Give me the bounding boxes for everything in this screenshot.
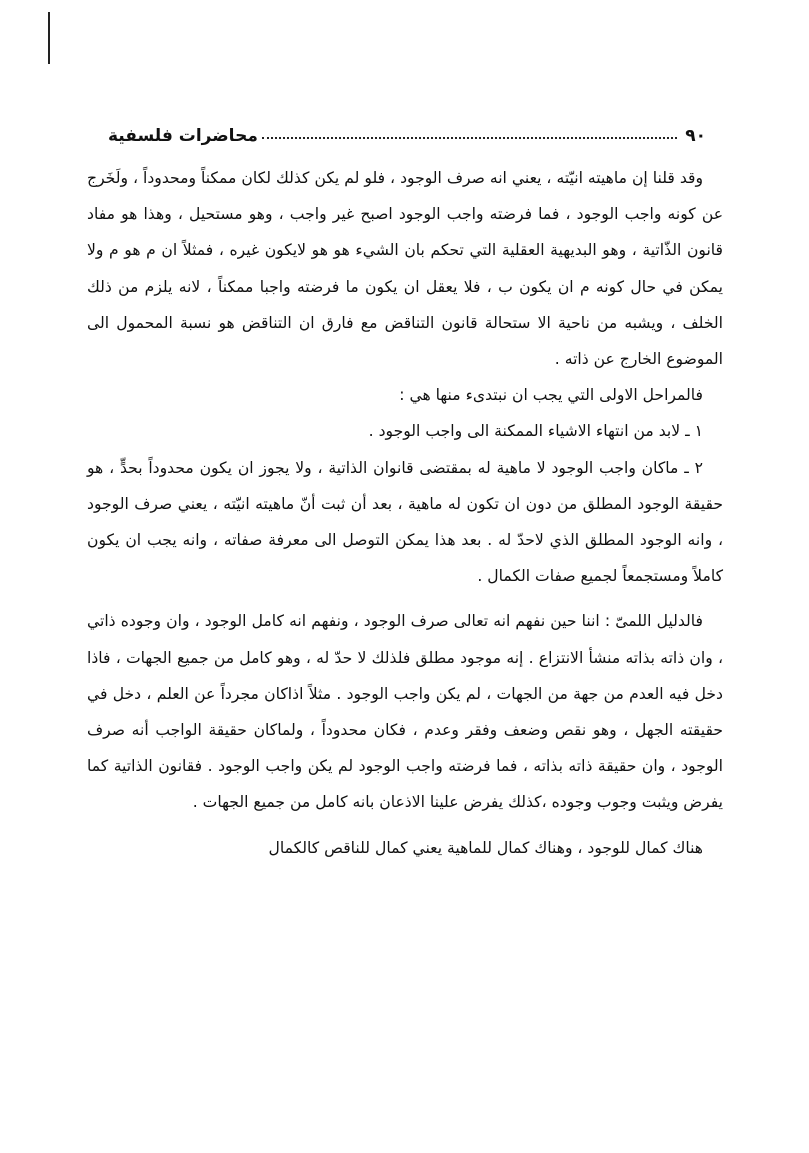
page-body <box>87 160 723 866</box>
page-header <box>108 106 706 146</box>
paragraph-4: ٢ ـ ماكان واجب الوجود لا ماهية له بمقتضى قانوان الذاتية ، ولا يجوز ان يكون محدوداً بحدٍّ ، هو حقيقة الوجود المطلق من دون ان تكون له ماهية ، بعد أن ثبت أنّ ماهيته انيّته ، يعني صرف الوجود ، وانه الوجود المطلق الذي لاحدّ له . بعد هذا يمكن التوصل الى معرفة صفاته ، وانه يجب ان يكون كاملاً ومستجمعاً لجميع صفات الكمال . <box>87 458 723 586</box>
paragraph-3: ١ ـ لابد من انتهاء الاشياء الممكنة الى واجب الوجود . <box>368 422 703 441</box>
page-edge-mark <box>48 12 50 64</box>
paragraph-6: هناك كمال للوجود ، وهناك كمال للماهية يعني كمال للناقص كالكمال <box>268 838 703 857</box>
running-title: محاضرات فلسفية <box>108 126 258 146</box>
paragraph-1: وقد قلنا إن ماهيته انيّته ، يعني انه صرف الوجود ، فلو لم يكن كذلك لكان ممكناً ومحدوداً ، ولَخَرج عن كونه واجب الوجود ، فما فرضته واجب الوجود اصبح غير واجب ، وهو مستحيل ، وهذا هو مفاد قانون الذّاتية ، وهو البديهية العقلية التي تحكم بان الشيء هو هو لايكون غيره ، فمثلاً ان م هو م ولا يمكن في حال كونه م ان يكون ب ، فلا يعقل ان يكون ما فرضته واجبا ممكناً ، لانه يلزم من ذلك الخلف ، ويشبه من ناحية الا ستحالة قانون التناقض مع فارق ان التناقض هو نسبة المحمول الى الموضوع الخارج عن ذاته . <box>87 169 723 369</box>
paragraph-5: فالدليل اللمىّ : اننا حين نفهم انه تعالى صرف الوجود ، ونفهم انه كامل الوجود ، وان وجوده ذاتي ، وان ذاته بذاته منشأ الانتزاع . إنه موجود مطلق فلذلك لا حدّ له ، وهو كامل من جميع الجهات ، فاذا دخل فيه العدم من جهة من الجهات ، لم يكن واجب الوجود . مثلاً اذاكان مجرداً عن العلم ، دخل في حقيقته الجهل ، وهو نقص وضعف وفقر وعدم ، فكان محدوداً ، ولماكان حقيقة الواجب أنه صرف الوجود ، وان حقيقة ذاته بذاته ، فما فرضته واجب الوجود لم يكن واجب الوجود . فقانون الذاتية كما يفرض ويثبت وجوب وجوده ،كذلك يفرض علينا الاذعان بانه كامل من جميع الجهات . <box>87 612 723 812</box>
header-leader-dots <box>262 136 677 139</box>
page-number: ٩٠ <box>685 126 706 146</box>
paragraph-2: فالمراحل الاولى التي يجب ان نبتدىء منها هي : <box>399 386 703 405</box>
